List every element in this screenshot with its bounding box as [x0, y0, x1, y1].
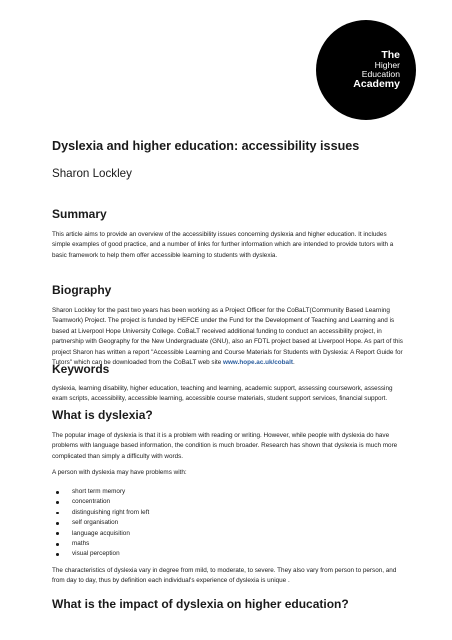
list-item: language acquisition [52, 529, 404, 539]
logo-line-the: The [381, 48, 400, 61]
keywords-text: dyslexia, learning disability, higher education, teaching and learning, academic support, assessing coursework, assessing exam scripts, accessibility, accessible learning, accessible course materials, student support services, financial support. [52, 385, 393, 403]
biography-text [52, 306, 404, 368]
dyslexia-problems-list [52, 487, 404, 560]
list-item: concentration [52, 497, 404, 507]
logo-line-education: Education [361, 69, 400, 79]
logo-line-academy: Academy [353, 78, 400, 91]
what-is-dyslexia-heading: What is dyslexia? [52, 408, 153, 422]
summary-text: This article aims to provide an overview of the accessibility issues concerning dyslexia and higher education. It includes simple examples of good practice, and a number of links for further information which are intended to provide tutors with a basic framework to help them offer accessible learning to students with dyslexia. [52, 231, 394, 259]
keywords-heading: Keywords [52, 362, 110, 376]
what-is-paragraph-3: The characteristics of dyslexia vary in degree from mild, to moderate, to severe. They also vary from person to person, and from day to day, thus by definition each individual's experience of dyslexia is unique . [52, 567, 397, 585]
list-item: visual perception [52, 549, 404, 559]
document-title: Dyslexia and higher education: accessibility issues [52, 139, 360, 153]
what-is-paragraph-2: A person with dyslexia may have problems with: [52, 469, 187, 476]
summary-heading: Summary [52, 207, 107, 221]
list-item: maths [52, 539, 404, 549]
cobalt-website-link[interactable]: www.hope.ac.uk/cobalt [223, 359, 293, 367]
impact-heading: What is the impact of dyslexia on higher education? [52, 597, 349, 611]
biography-body: Sharon Lockley for the past two years has been working as a Project Officer for the CoBaLT(Community Based Learning Teamwork) Project. The project is funded by HEFCE under the Fund for the Development of Teaching and Learning and is based at Liverpool Hope University College. CoBaLT received additional funding to conduct an accessibility project, in partnership with Geography for the New Undergraduate (GNU), also an FDTL project based at Liverpool Hope. As part of this project Sharon has written a report "Accessible Learning and Course Materials for Students with Dyslexia: A Report Guide for Tutors" which can be downloaded from the CoBaLT web site [52, 307, 403, 367]
what-is-paragraph-1: The popular image of dyslexia is that it is a problem with reading or writing. However, while people with dyslexia do have problems with language based information, the condition is much broader. Research has shown that dyslexia is much more complicated than simply a difficulty with words. [52, 432, 398, 460]
biography-heading: Biography [52, 283, 112, 297]
logo-line-higher: Higher [374, 59, 400, 70]
biography-end: . [292, 359, 295, 367]
list-item: self organisation [52, 518, 404, 528]
list-item: short term memory [52, 487, 404, 497]
document-author: Sharon Lockley [52, 167, 132, 180]
list-item: distinguishing right from left [52, 508, 404, 518]
hea-logo [316, 20, 416, 120]
